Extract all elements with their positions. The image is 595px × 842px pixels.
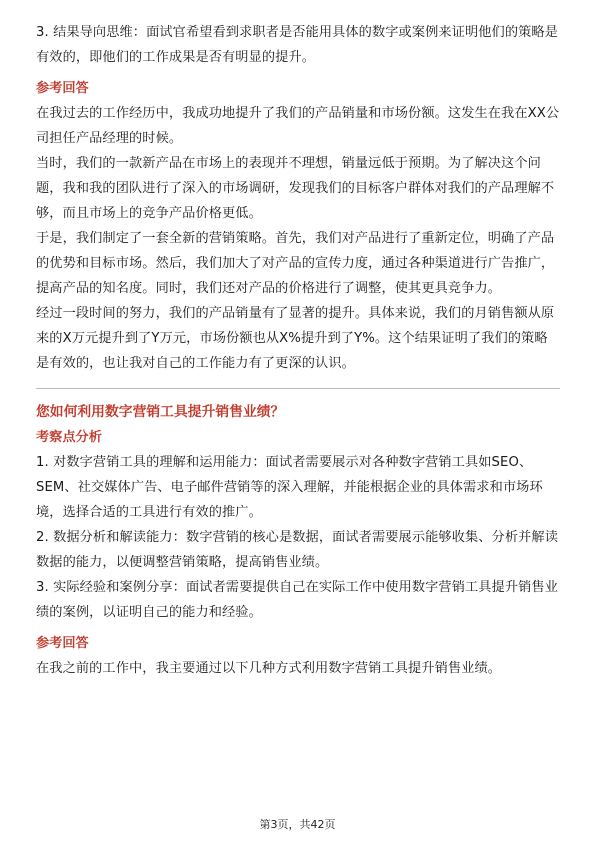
answer-heading: 参考回答	[36, 81, 89, 96]
analysis-point-1: 1. 对数字营销工具的理解和运用能力：面试者需要展示对各种数字营销工具如SEO、SEM、社交媒体广告、电子邮件营销等的深入理解，并能根据企业的具体需求和市场环境，选择合适的工具进行有效的推广。	[36, 455, 543, 520]
answer-intro: 在我之前的工作中，我主要通过以下几种方式利用数字营销工具提升销售业绩。	[36, 661, 502, 676]
page-number: 第3页，共42页	[259, 818, 336, 831]
answer-paragraph-4: 经过一段时间的努力，我们的产品销量有了显著的提升。具体来说，我们的月销售额从原来的X万元提升到了Y万元，市场份额也从X%提升到了Y%。这个结果证明了我们的策略是有效的，也让我对自己的工作能力有了更深的认识。	[36, 306, 555, 371]
analysis-point-3b: 3. 实际经验和案例分享：面试者需要提供自己在实际工作中使用数字营销工具提升销售业绩的案例，以证明自己的能力和经验。	[36, 580, 558, 620]
analysis-point-2: 2. 数据分析和解读能力：数字营销的核心是数据，面试者需要展示能够收集、分析并解读数据的能力，以便调整营销策略，提高销售业绩。	[36, 530, 558, 570]
analysis-heading: 考察点分析	[36, 430, 102, 445]
answer-paragraph-2: 当时，我们的一款新产品在市场上的表现并不理想，销量远低于预期。为了解决这个问题，我和我的团队进行了深入的市场调研，发现我们的目标客户群体对我们的产品理解不够，而且市场上的竞争产品价格更低。	[36, 156, 555, 221]
document-body	[36, 20, 560, 681]
analysis-point-3: 3. 结果导向思维：面试官希望看到求职者是否能用具体的数字或案例来证明他们的策略是有效的，即他们的工作成果是否有明显的提升。	[36, 25, 558, 65]
section-divider	[36, 388, 560, 389]
answer-paragraph-3: 于是，我们制定了一套全新的营销策略。首先，我们对产品进行了重新定位，明确了产品的优势和目标市场。然后，我们加大了对产品的宣传力度，通过各种渠道进行广告推广，提高产品的知名度。同时，我们还对产品的价格进行了调整，使其更具竞争力。	[36, 231, 555, 296]
question-title: 您如何利用数字营销工具提升销售业绩？	[36, 404, 285, 420]
answer-heading-2: 参考回答	[36, 636, 89, 651]
answer-paragraph-1: 在我过去的工作经历中，我成功地提升了我们的产品销量和市场份额。这发生在我在XX公司担任产品经理的时候。	[36, 106, 560, 146]
